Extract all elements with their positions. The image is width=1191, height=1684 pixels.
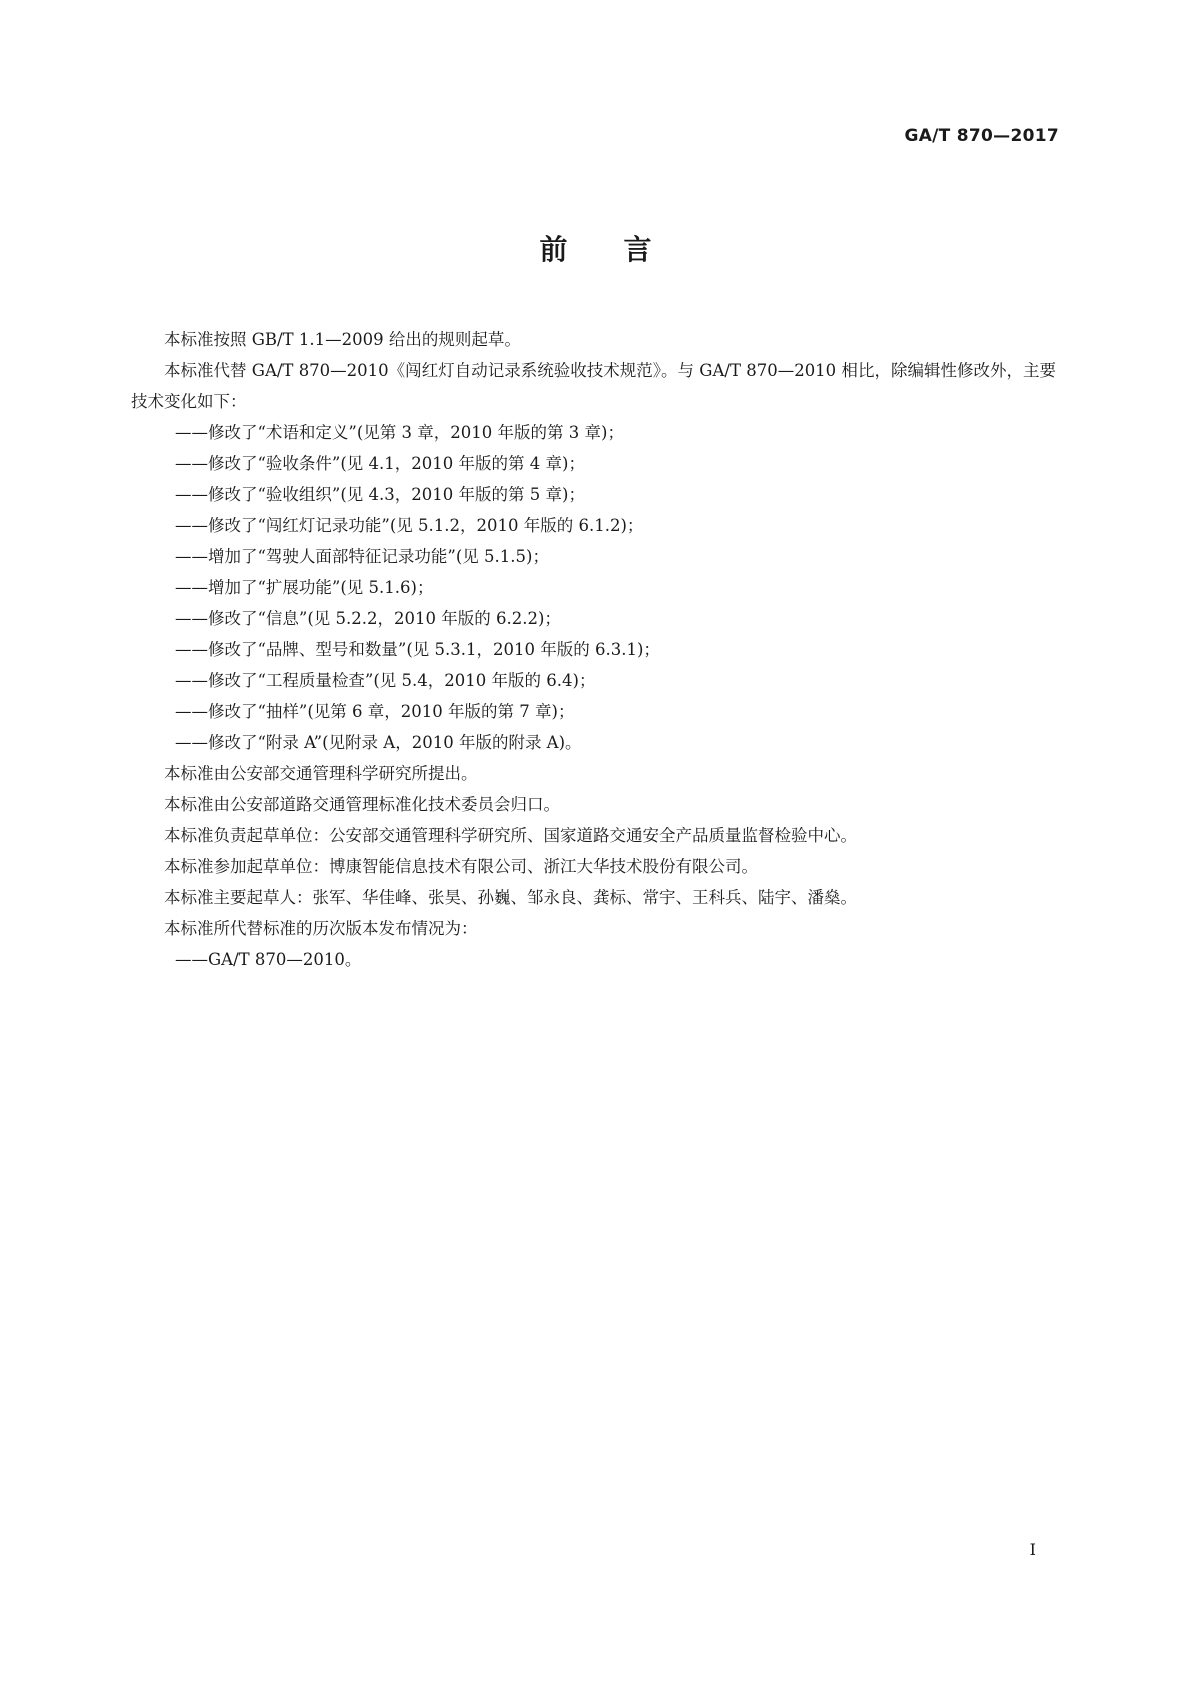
list-item-change: ——增加了“扩展功能”(见 5.1.6)； bbox=[175, 578, 434, 597]
list-item-change: ——修改了“验收组织”(见 4.3，2010 年版的第 5 章)； bbox=[175, 485, 585, 504]
paragraph-history-intro: 本标准所代替标准的历次版本发布情况为： bbox=[164, 919, 478, 938]
paragraph-committee: 本标准由公安部道路交通管理标准化技术委员会归口。 bbox=[164, 795, 560, 814]
paragraph-proposer: 本标准由公安部交通管理科学研究所提出。 bbox=[164, 764, 478, 783]
list-item-change: ——修改了“闯红灯记录功能”(见 5.1.2，2010 年版的 6.1.2)； bbox=[175, 516, 644, 535]
list-item-change: ——增加了“驾驶人面部特征记录功能”(见 5.1.5)； bbox=[175, 547, 549, 566]
page-title: 前 言 bbox=[539, 233, 652, 266]
list-item-change: ——修改了“验收条件”(见 4.1，2010 年版的第 4 章)； bbox=[175, 454, 585, 473]
standard-code: GA/T 870—2017 bbox=[904, 126, 1059, 146]
foreword-body bbox=[131, 324, 1056, 975]
list-item-history: ——GA/T 870—2010。 bbox=[175, 950, 362, 969]
list-item-change: ——修改了“术语和定义”(见第 3 章，2010 年版的第 3 章)； bbox=[175, 423, 624, 442]
page-number: I bbox=[1029, 1540, 1036, 1559]
paragraph-participating-drafters: 本标准参加起草单位：博康智能信息技术有限公司、浙江大华技术股份有限公司。 bbox=[164, 857, 758, 876]
list-item-change: ——修改了“信息”(见 5.2.2，2010 年版的 6.2.2)； bbox=[175, 609, 561, 628]
list-item-change: ——修改了“品牌、型号和数量”(见 5.3.1，2010 年版的 6.3.1)； bbox=[175, 640, 660, 659]
paragraph-lead-drafters: 本标准负责起草单位：公安部交通管理科学研究所、国家道路交通安全产品质量监督检验中心。 bbox=[164, 826, 857, 845]
list-item-change: ——修改了“工程质量检查”(见 5.4，2010 年版的 6.4)； bbox=[175, 671, 596, 690]
list-item-change: ——修改了“附录 A”(见附录 A，2010 年版的附录 A)。 bbox=[175, 733, 582, 752]
paragraph-main-drafters: 本标准主要起草人：张军、华佳峰、张昊、孙巍、邹永良、龚标、常宇、王科兵、陆宇、潘燊。 bbox=[164, 888, 857, 907]
list-item-change: ——修改了“抽样”(见第 6 章，2010 年版的第 7 章)； bbox=[175, 702, 575, 721]
paragraph-replacement: 本标准代替 GA/T 870—2010《闯红灯自动记录系统验收技术规范》。与 GA/T 870—2010 相比，除编辑性修改外，主要技术变化如下： bbox=[131, 361, 1056, 411]
paragraph-drafting-rules: 本标准按照 GB/T 1.1—2009 给出的规则起草。 bbox=[164, 330, 521, 349]
